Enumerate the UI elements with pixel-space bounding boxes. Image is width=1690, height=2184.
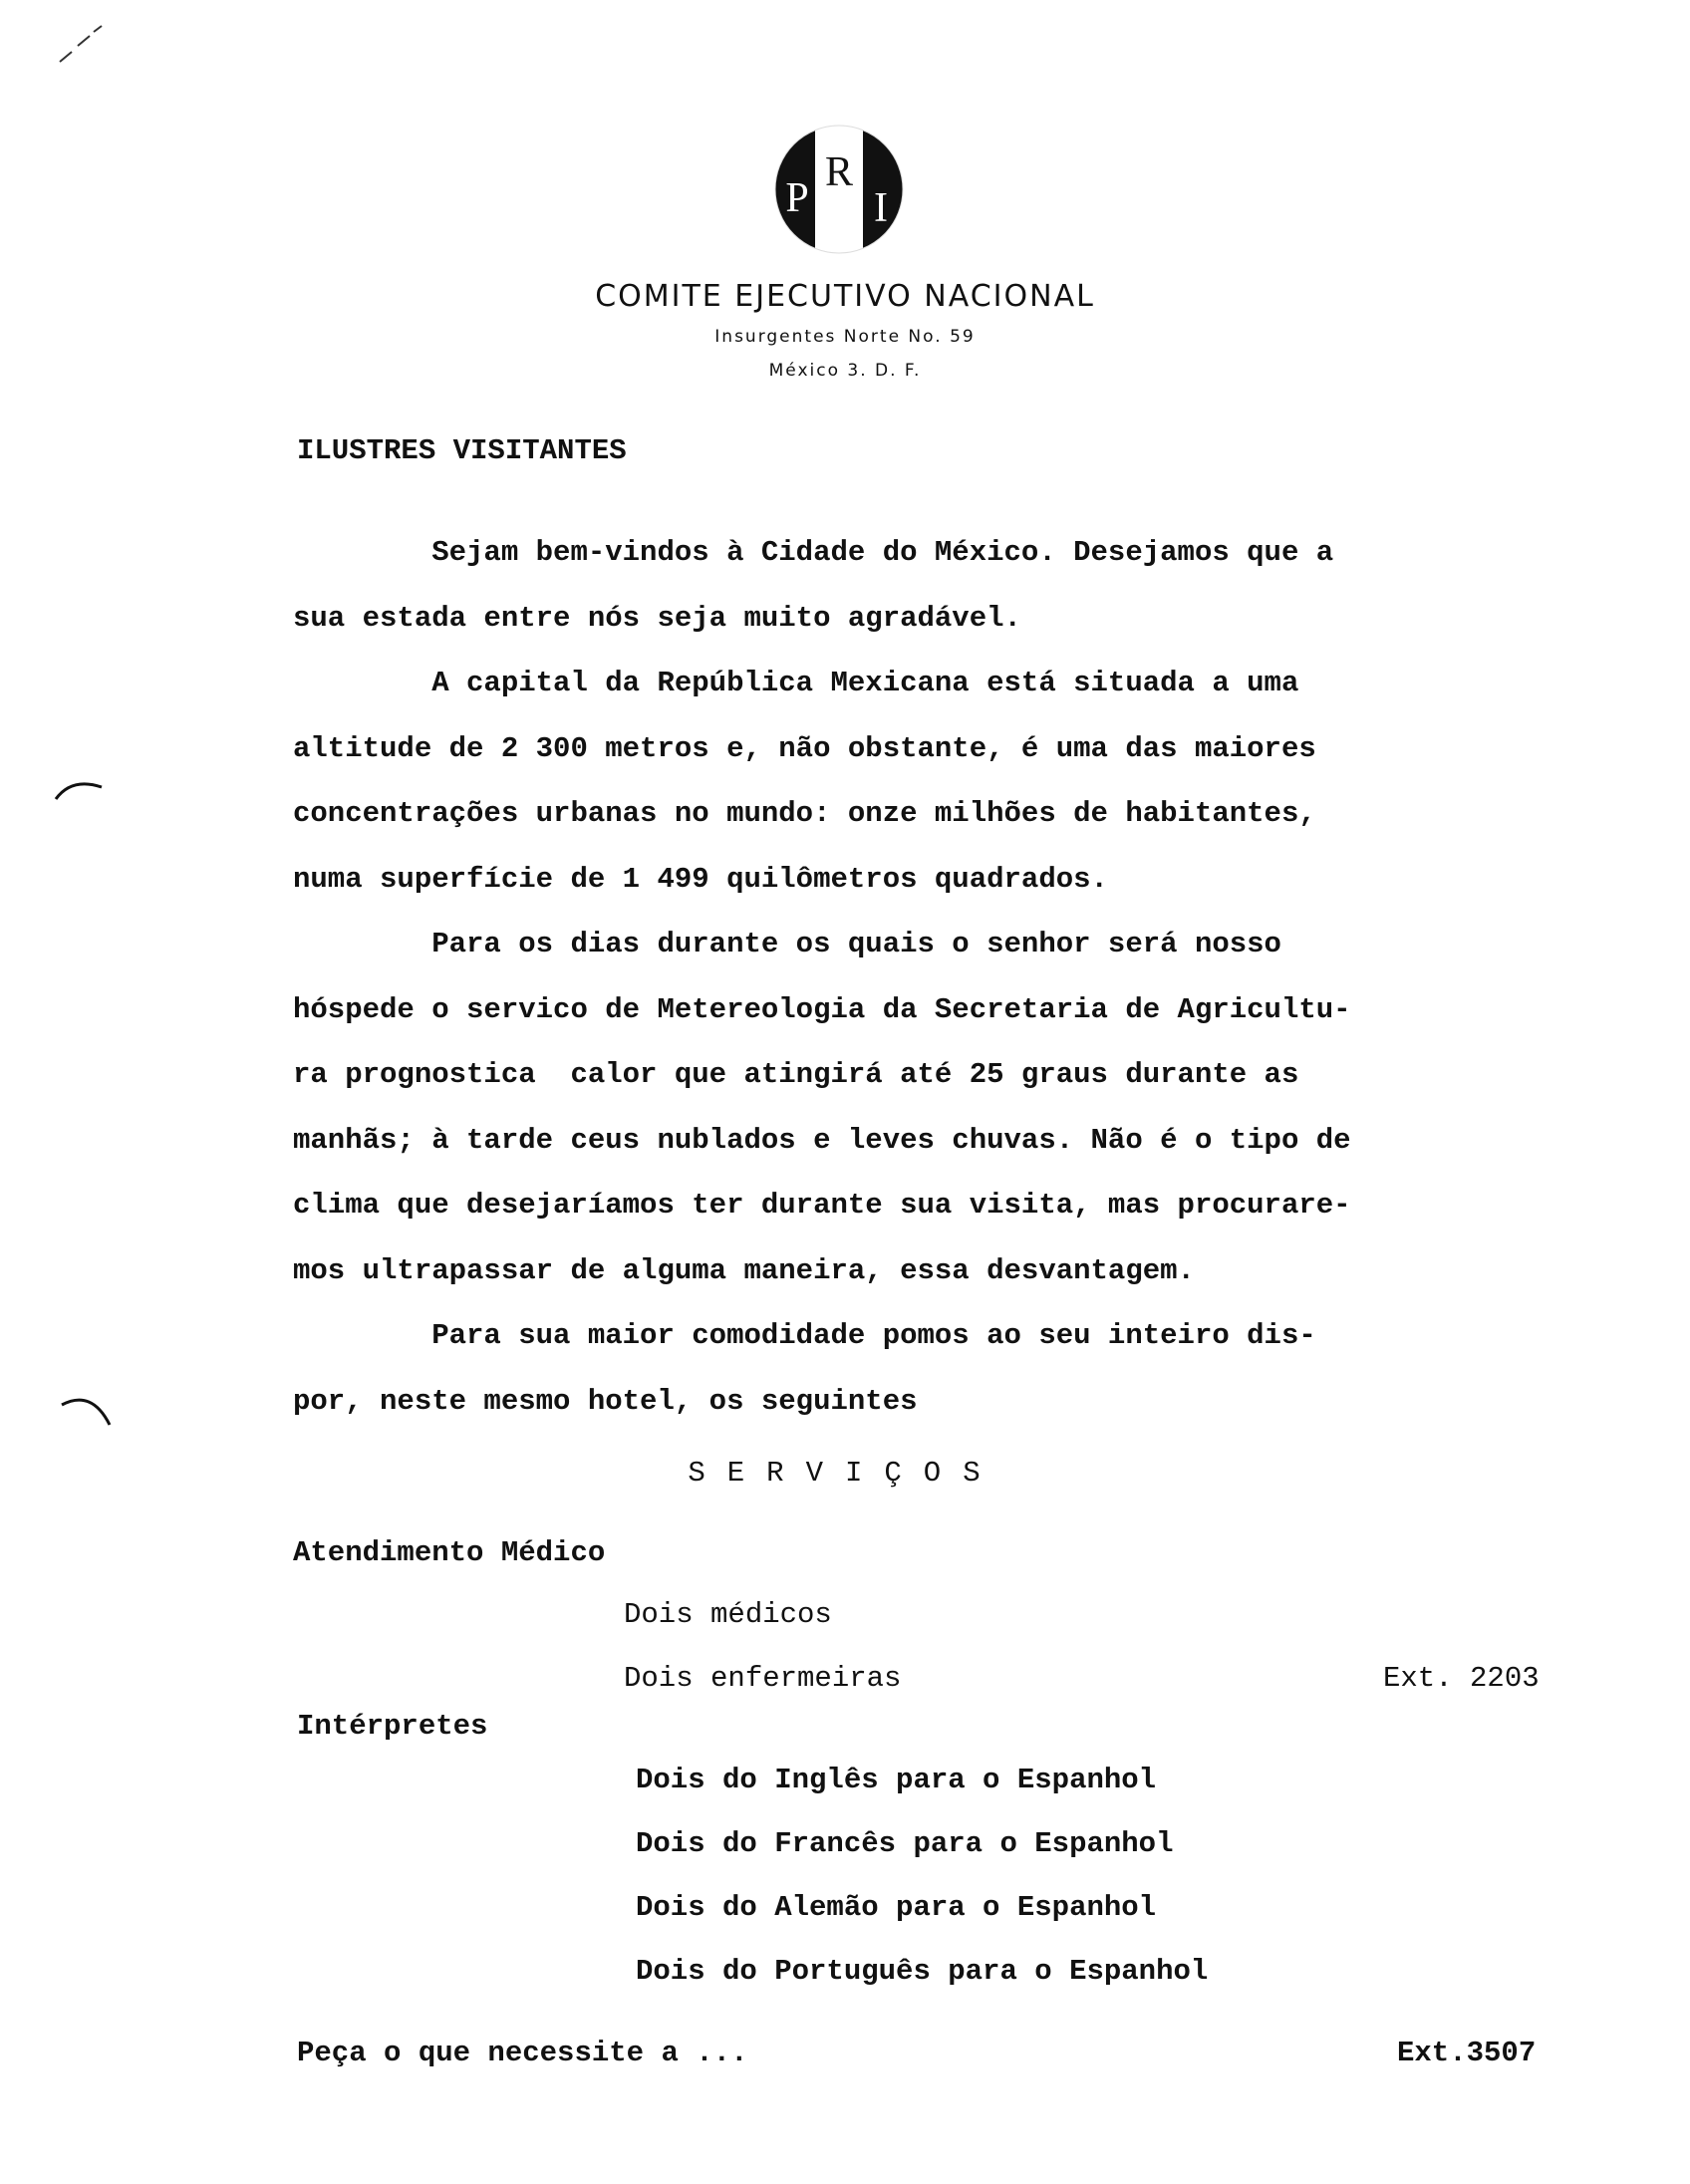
- interpreter-item: Dois do Inglês para o Espanhol: [636, 1764, 1157, 1796]
- logo-letter-i: I: [874, 185, 888, 231]
- interpreter-item: Dois do Francês para o Espanhol: [636, 1827, 1174, 1860]
- greeting-heading: ILUSTRES VISITANTES: [297, 434, 627, 467]
- paragraph-line: manhãs; à tarde ceus nublados e leves chuvas. Não é o tipo de: [293, 1123, 1351, 1157]
- medical-label: Atendimento Médico: [293, 1536, 606, 1569]
- paragraph-line: sua estada entre nós seja muito agradável.: [293, 601, 1021, 635]
- medical-extension: Ext. 2203: [1383, 1662, 1540, 1695]
- interpreter-item: Dois do Alemão para o Espanhol: [636, 1891, 1157, 1924]
- paragraph-line: Sejam bem-vindos à Cidade do México. Desejamos que a: [293, 536, 1334, 569]
- margin-mark-upper: [52, 773, 108, 803]
- paragraph-services-intro: [293, 1303, 1519, 1434]
- pri-logo: [769, 120, 909, 259]
- letterhead-title: COMITE EJECUTIVO NACIONAL: [595, 279, 1095, 314]
- medical-item: Dois médicos: [624, 1598, 832, 1631]
- paragraph-line: A capital da República Mexicana está situada a uma: [293, 667, 1299, 699]
- services-heading: SERVIÇOS: [688, 1457, 1002, 1490]
- interpreter-item: Dois do Português para o Espanhol: [636, 1955, 1209, 1988]
- letterhead-address-city: México 3. D. F.: [768, 361, 922, 381]
- paragraph-line: mos ultrapassar de alguma maneira, essa desvantagem.: [293, 1253, 1195, 1287]
- paragraph-line: hóspede o servico de Metereologia da Secretaria de Agricultu-: [293, 992, 1351, 1026]
- margin-mark-lower: [58, 1391, 118, 1431]
- paragraph-weather: [293, 912, 1519, 1303]
- footer-extension: Ext.3507: [1397, 2037, 1537, 2069]
- interpreters-label: Intérpretes: [297, 1710, 488, 1743]
- paragraph-line: Para sua maior comodidade pomos ao seu inteiro dis-: [293, 1319, 1316, 1352]
- paragraph-line: ra prognostica calor que atingirá até 25 graus durante as: [293, 1058, 1299, 1091]
- paragraph-line: concentrações urbanas no mundo: onze milhões de habitantes,: [293, 797, 1316, 830]
- logo-letter-p: P: [785, 175, 809, 221]
- medical-item: Dois enfermeiras: [624, 1662, 902, 1695]
- footer-request: Peça o que necessite a ...: [297, 2037, 748, 2069]
- paragraph-capital: [293, 651, 1519, 912]
- logo-letter-r: R: [824, 149, 854, 195]
- corner-scribble: [56, 22, 106, 66]
- paragraph-line: por, neste mesmo hotel, os seguintes: [293, 1384, 918, 1418]
- letterhead-address-street: Insurgentes Norte No. 59: [714, 327, 976, 347]
- paragraph-line: Para os dias durante os quais o senhor será nosso: [293, 928, 1281, 960]
- paragraph-line: altitude de 2 300 metros e, não obstante, é uma das maiores: [293, 731, 1316, 765]
- paragraph-line: numa superfície de 1 499 quilômetros quadrados.: [293, 862, 1108, 896]
- paragraph-line: clima que desejaríamos ter durante sua visita, mas procurare-: [293, 1189, 1351, 1222]
- paragraph-welcome: [293, 520, 1519, 651]
